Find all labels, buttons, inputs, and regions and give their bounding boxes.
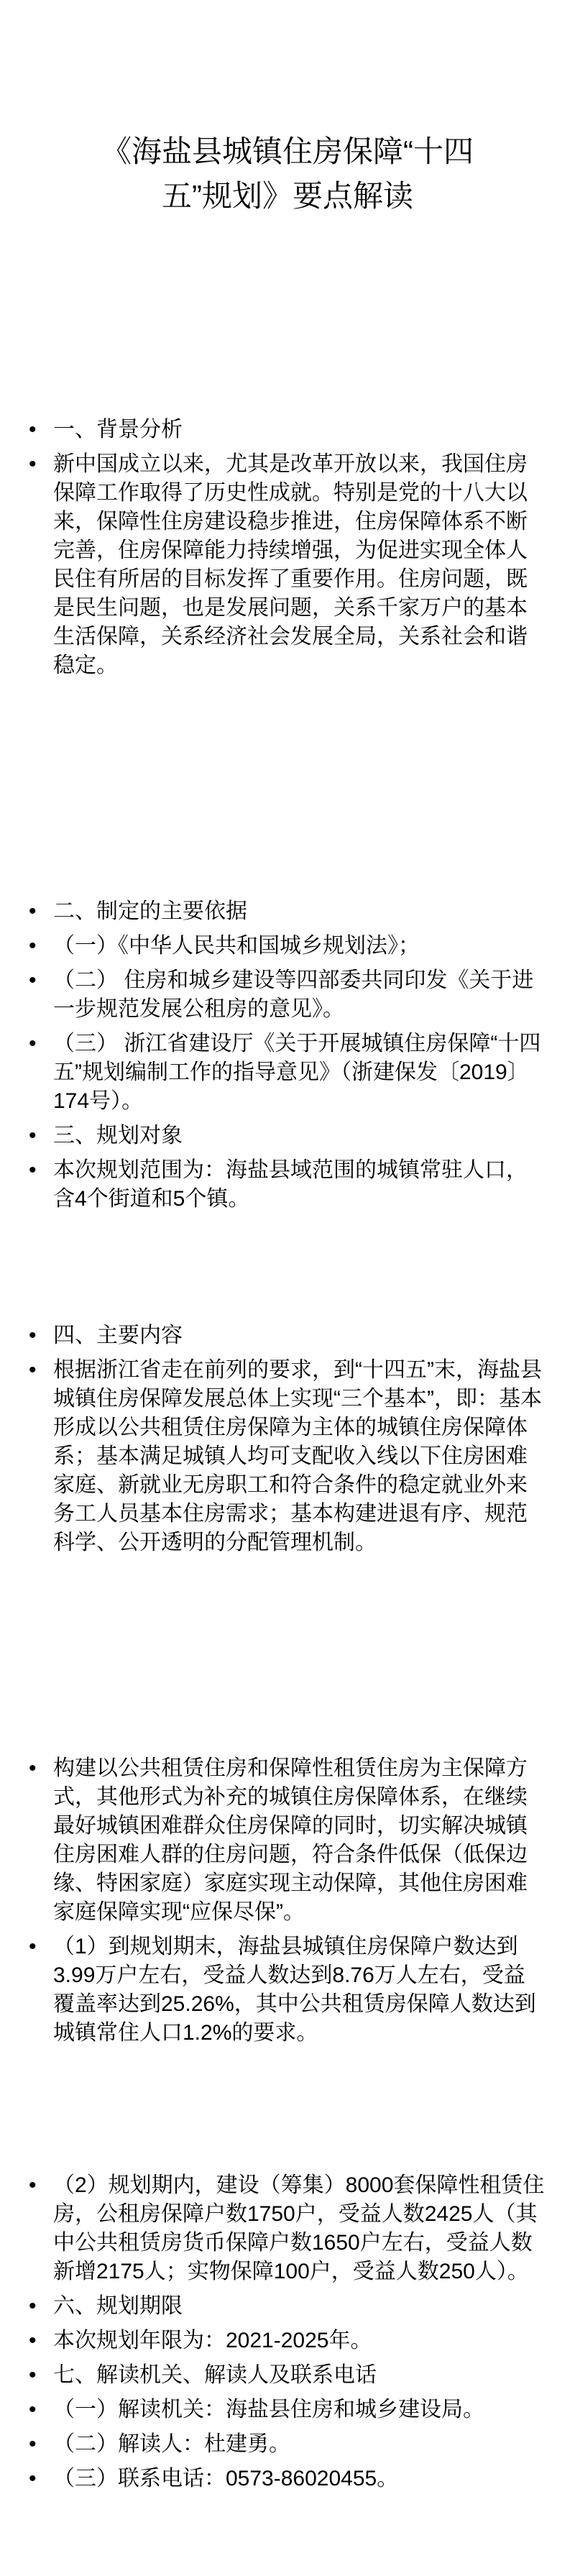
bullet-item: • 七、解读机关、解读人及联系电话 <box>29 2361 546 2390</box>
bullet-item: • （三）联系电话：0573-86020455。 <box>29 2465 546 2493</box>
bullet-list <box>0 2171 575 2493</box>
section-period-slide <box>0 2171 575 2499</box>
bullet-list <box>0 1754 575 2048</box>
bullet-list <box>0 1321 575 1557</box>
bullet-item: • （2）规划期内，建设（筹集）8000套保障性租赁住房，公租房保障户数1750户，受益人数2425人（其中公共租赁房货币保障户数1650户左右，受益人数新增2175人；实物保障100户，受益人数250人）。 <box>29 2171 546 2286</box>
section-system-slide <box>0 1754 575 2053</box>
bullet-item: • （三） 浙江省建设厅《关于开展城镇住房保障“十四五”规划编制工作的指导意见》（浙建保发〔2019〕174号）。 <box>29 1030 546 1116</box>
bullet-list <box>0 897 575 1214</box>
bullet-item: • 三、规划对象 <box>29 1122 546 1150</box>
bullet-item: • 二、制定的主要依据 <box>29 897 546 926</box>
bullet-item: • （一）《中华人民共和国城乡规划法》； <box>29 932 546 961</box>
section-basis-slide <box>0 897 575 1219</box>
bullet-item: • 根据浙江省走在前列的要求，到“十四五”末，海盐县城镇住房保障发展总体上实现“三个基本”，即：基本形成以公共租赁住房保障为主体的城镇住房保障体系；基本满足城镇人均可支配收入线以下住房困难家庭、新就业无房职工和符合条件的稳定就业外来务工人员基本住房需求；基本构建进退有序、规范科学、公开透明的分配管理机制。 <box>29 1356 546 1557</box>
bullet-item: • 一、背景分析 <box>29 416 546 444</box>
bullet-item: • （二） 住房和城乡建设等四部委共同印发《关于进一步规范发展公租房的意见》。 <box>29 966 546 1024</box>
page-title: 《海盐县城镇住房保障“十四五”规划》要点解读 <box>101 134 474 213</box>
title-slide <box>0 129 575 219</box>
bullet-item: • （一）解读机关：海盐县住房和城乡建设局。 <box>29 2396 546 2424</box>
bullet-list <box>0 416 575 680</box>
section-content-slide <box>0 1321 575 1563</box>
section-background-slide <box>0 416 575 686</box>
bullet-item: • （二）解读人：杜建勇。 <box>29 2430 546 2459</box>
bullet-item: • 构建以公共租赁住房和保障性租赁住房为主保障方式，其他形式为补充的城镇住房保障体系，在继续最好城镇困难群众住房保障的同时，切实解决城镇住房困难人群的住房问题，符合条件低保（低保边缘、特困家庭）家庭实现主动保障，其他住房困难家庭保障实现“应保尽保”。 <box>29 1754 546 1927</box>
bullet-item: • 六、规划期限 <box>29 2292 546 2321</box>
bullet-item: • 四、主要内容 <box>29 1321 546 1350</box>
bullet-item: • 本次规划范围为：海盐县域范围的城镇常驻人口，含4个街道和5个镇。 <box>29 1156 546 1214</box>
bullet-item: • 本次规划年限为：2021-2025年。 <box>29 2327 546 2355</box>
bullet-item: • （1）到规划期末，海盐县城镇住房保障户数达到 3.99万户左右，受益人数达到8.76万人左右，受益覆盖率达到25.26%，其中公共租赁房保障人数达到城镇常住人口1.2%的要求。 <box>29 1933 546 2048</box>
bullet-item: • 新中国成立以来，尤其是改革开放以来，我国住房保障工作取得了历史性成就。特别是党的十八大以来，保障性住房建设稳步推进，住房保障体系不断完善，住房保障能力持续增强，为促进实现全体人民住有所居的目标发挥了重要作用。住房问题，既是民生问题，也是发展问题，关系千家万户的基本生活保障，关系经济社会发展全局，关系社会和谐稳定。 <box>29 450 546 680</box>
